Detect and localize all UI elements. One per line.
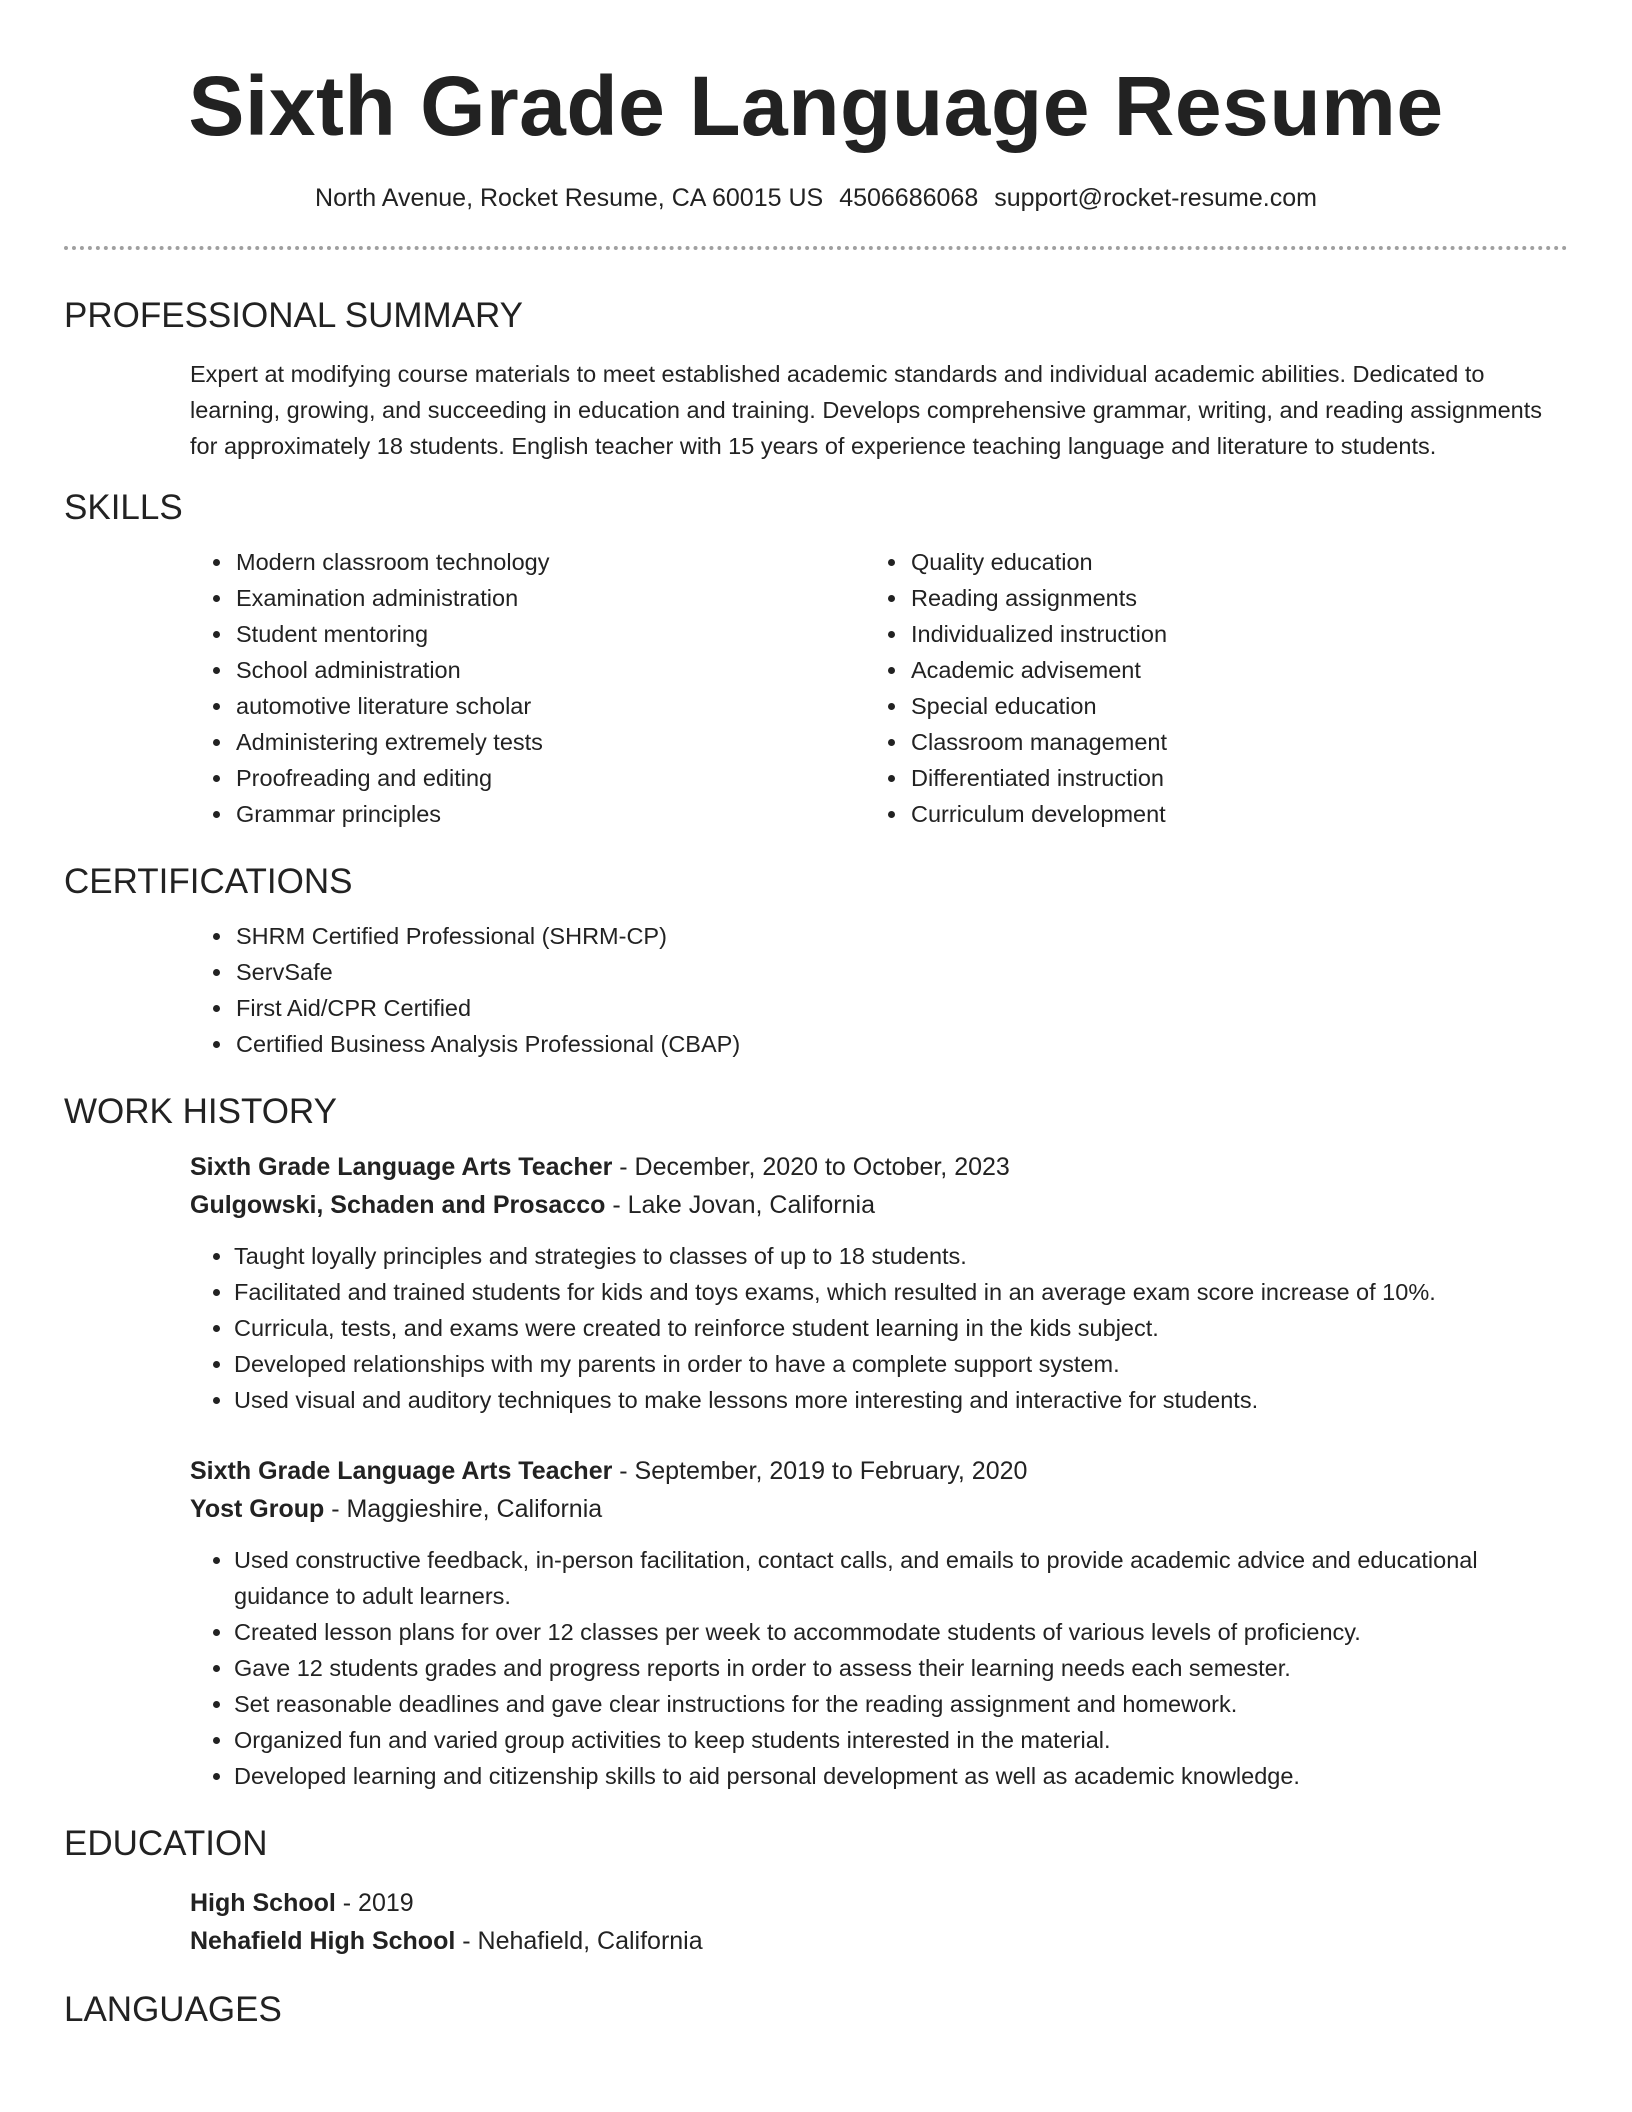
list-item: • Taught loyally principles and strategies to classes of up to 18 students. bbox=[234, 1238, 1568, 1274]
list-item: • Certified Business Analysis Professional (CBAP) bbox=[234, 1026, 1568, 1062]
skills-list-right bbox=[743, 544, 1418, 832]
work-history-section bbox=[64, 1090, 1568, 1794]
contact-line bbox=[64, 182, 1568, 214]
list-item: • Administering extremely tests bbox=[234, 724, 743, 760]
education-degree-line bbox=[190, 1884, 1568, 1922]
job-company: Yost Group bbox=[190, 1495, 325, 1523]
certifications-heading: CERTIFICATIONS bbox=[64, 862, 353, 901]
list-item: • Grammar principles bbox=[234, 796, 743, 832]
job-company: Gulgowski, Schaden and Prosacco bbox=[190, 1191, 606, 1219]
list-item: • Created lesson plans for over 12 classes per week to accommodate students of various levels of proficiency. bbox=[234, 1614, 1568, 1650]
job-bullets bbox=[190, 1542, 1568, 1794]
education-entry bbox=[190, 1884, 1568, 1960]
skills-grid bbox=[64, 544, 1568, 832]
list-item: • Student mentoring bbox=[234, 616, 743, 652]
certifications-section bbox=[64, 860, 1568, 1062]
job-role: Sixth Grade Language Arts Teacher bbox=[190, 1153, 613, 1181]
languages-section bbox=[64, 1988, 1568, 2032]
list-item: • Curricula, tests, and exams were created to reinforce student learning in the kids subject. bbox=[234, 1310, 1568, 1346]
summary-section bbox=[64, 294, 1568, 464]
languages-heading: LANGUAGES bbox=[64, 1990, 282, 2029]
list-item: • Organized fun and varied group activities to keep students interested in the material. bbox=[234, 1722, 1568, 1758]
list-item: • Individualized instruction bbox=[909, 616, 1418, 652]
job-entry bbox=[190, 1452, 1568, 1794]
job-title-line bbox=[190, 1452, 1568, 1490]
list-item: • Reading assignments bbox=[909, 580, 1418, 616]
education-location: - Nehafield, California bbox=[455, 1927, 703, 1955]
education-section bbox=[64, 1822, 1568, 1960]
list-item: • ServSafe bbox=[234, 954, 1568, 990]
list-item: • School administration bbox=[234, 652, 743, 688]
job-title-line bbox=[190, 1148, 1568, 1186]
contact-address: North Avenue, Rocket Resume, CA 60015 US bbox=[315, 184, 824, 212]
job-entry bbox=[190, 1148, 1568, 1418]
work-history-heading: WORK HISTORY bbox=[64, 1092, 337, 1131]
list-item: • Quality education bbox=[909, 544, 1418, 580]
list-item: • First Aid/CPR Certified bbox=[234, 990, 1568, 1026]
contact-email: support@rocket-resume.com bbox=[994, 184, 1317, 212]
job-location: - Maggieshire, California bbox=[324, 1495, 603, 1523]
job-company-line bbox=[190, 1186, 1568, 1224]
list-item: • Proofreading and editing bbox=[234, 760, 743, 796]
education-degree: High School bbox=[190, 1889, 336, 1917]
list-item: • SHRM Certified Professional (SHRM-CP) bbox=[234, 918, 1568, 954]
skills-heading: SKILLS bbox=[64, 488, 183, 527]
job-dates: - December, 2020 to October, 2023 bbox=[612, 1153, 1010, 1181]
education-school-line bbox=[190, 1922, 1568, 1960]
job-role: Sixth Grade Language Arts Teacher bbox=[190, 1457, 613, 1485]
skills-section bbox=[64, 486, 1568, 832]
list-item: • Developed learning and citizenship skills to aid personal development as well as academic knowledge. bbox=[234, 1758, 1568, 1794]
contact-phone: 4506686068 bbox=[839, 184, 979, 212]
list-item: • Facilitated and trained students for kids and toys exams, which resulted in an average exam score increase of 10%. bbox=[234, 1274, 1568, 1310]
list-item: • Classroom management bbox=[909, 724, 1418, 760]
list-item: • Used visual and auditory techniques to make lessons more interesting and interactive for students. bbox=[234, 1382, 1568, 1418]
summary-text: Expert at modifying course materials to meet established academic standards and individual academic abilities. Dedicated to learning, growing, and succeeding in education and training. Develops comprehensive grammar, writing, and reading assignments for approximately 18 students. English teacher with 15 years of experience teaching language and literature to students. bbox=[190, 361, 1543, 459]
list-item: • automotive literature scholar bbox=[234, 688, 743, 724]
summary-heading: PROFESSIONAL SUMMARY bbox=[64, 296, 523, 335]
resume-title: Sixth Grade Language Resume bbox=[188, 59, 1444, 153]
education-heading: EDUCATION bbox=[64, 1824, 268, 1863]
list-item: • Used constructive feedback, in-person facilitation, contact calls, and emails to provide academic advice and educational guidance to adult learners. bbox=[234, 1542, 1568, 1614]
job-company-line bbox=[190, 1490, 1568, 1528]
job-location: - Lake Jovan, California bbox=[605, 1191, 875, 1219]
list-item: • Modern classroom technology bbox=[234, 544, 743, 580]
list-item: • Differentiated instruction bbox=[909, 760, 1418, 796]
job-dates: - September, 2019 to February, 2020 bbox=[612, 1457, 1028, 1485]
list-item: • Gave 12 students grades and progress reports in order to assess their learning needs each semester. bbox=[234, 1650, 1568, 1686]
list-item: • Special education bbox=[909, 688, 1418, 724]
list-item: • Developed relationships with my parents in order to have a complete support system. bbox=[234, 1346, 1568, 1382]
skills-list-left bbox=[64, 544, 743, 832]
education-year: - 2019 bbox=[335, 1889, 414, 1917]
list-item: • Curriculum development bbox=[909, 796, 1418, 832]
list-item: • Set reasonable deadlines and gave clear instructions for the reading assignment and homework. bbox=[234, 1686, 1568, 1722]
header-divider bbox=[64, 246, 1568, 250]
education-school: Nehafield High School bbox=[190, 1927, 456, 1955]
job-bullets bbox=[190, 1238, 1568, 1418]
list-item: • Academic advisement bbox=[909, 652, 1418, 688]
certifications-list bbox=[64, 918, 1568, 1062]
list-item: • Examination administration bbox=[234, 580, 743, 616]
